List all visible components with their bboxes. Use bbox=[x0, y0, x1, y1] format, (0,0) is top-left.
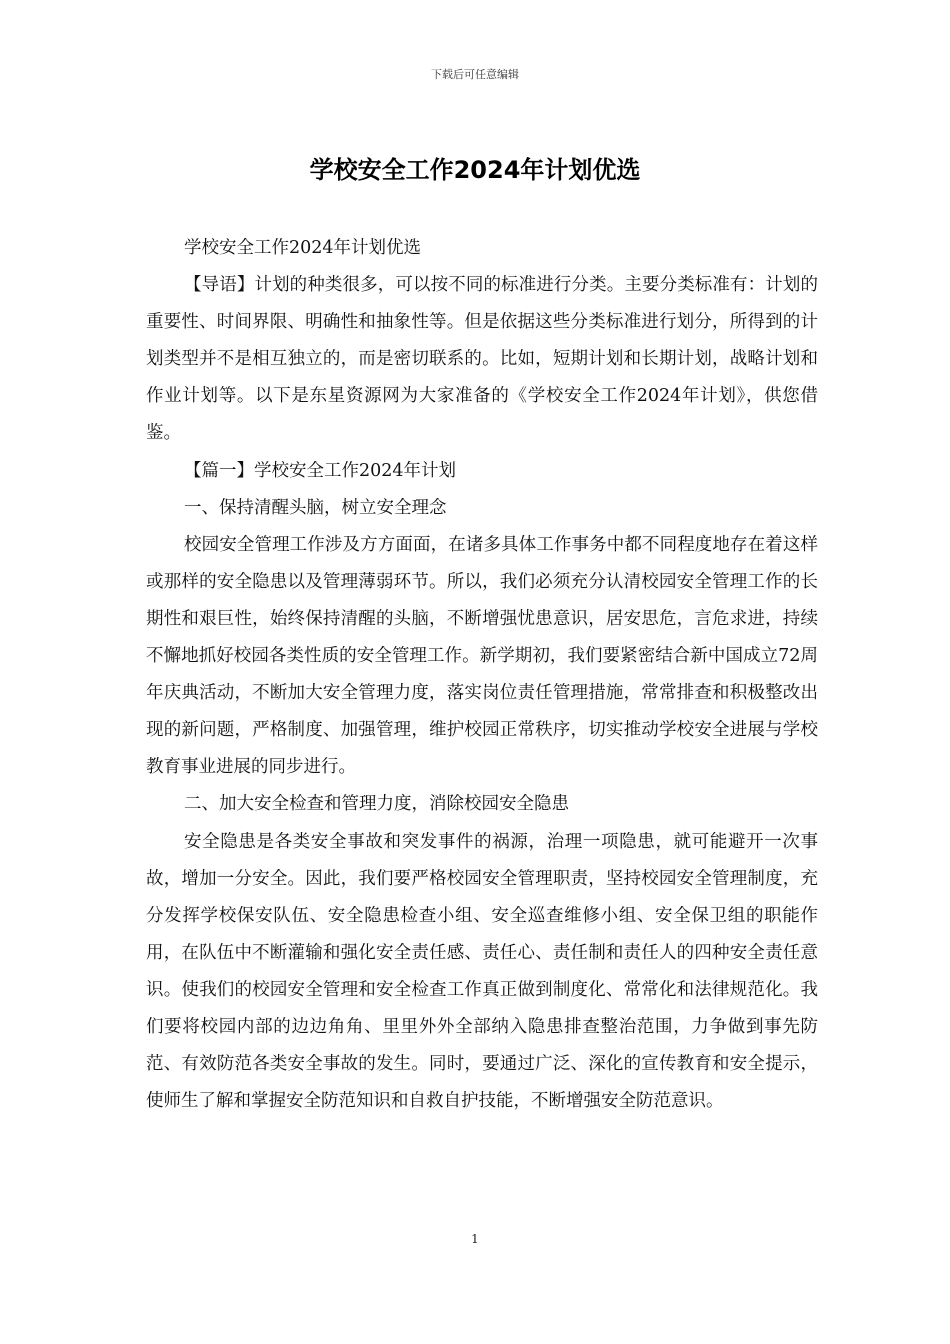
body-paragraph-two: 安全隐患是各类安全事故和突发事件的祸源，治理一项隐患，就可能避开一次事故，增加一分安全。因此，我们要严格校园安全管理职责，坚持校园安全管理制度，充分发挥学校保安队伍、安全隐患检查小组、安全巡查维修小组、安全保卫组的职能作用，在队伍中不断灌输和强化安全责任感、责任心、责任制和责任人的四种安全责任意识。使我们的校园安全管理和安全检查工作真正做到制度化、常常化和法律规范化。我们要将校园内部的边边角角、里里外外全部纳入隐患排查整治范围，力争做到事先防范、有效防范各类安全事故的发生。同时，要通过广泛、深化的宣传教育和安全提示，使师生了解和掌握安全防范知识和自救自护技能，不断增强安全防范意识。 bbox=[146, 831, 818, 1112]
document-title: 学校安全工作2024年计划优选 bbox=[309, 156, 641, 184]
subheading-two: 二、加大安全检查和管理力度，消除校园安全隐患 bbox=[184, 794, 569, 815]
document-body bbox=[146, 230, 818, 1120]
page-number: 1 bbox=[471, 1232, 479, 1246]
section-heading-part-one: 【篇一】学校安全工作2024年计划 bbox=[184, 460, 457, 481]
header-note: 下载后可任意编辑 bbox=[431, 68, 519, 81]
subheading-one: 一、保持清醒头脑，树立安全理念 bbox=[184, 497, 447, 518]
intro-paragraph: 【导语】计划的种类很多，可以按不同的标准进行分类。主要分类标准有：计划的重要性、时间界限、明确性和抽象性等。但是依据这些分类标准进行划分，所得到的计划类型并不是相互独立的，而是密切联系的。比如，短期计划和长期计划，战略计划和作业计划等。以下是东星资源网为大家准备的《学校安全工作2024年计划》，供您借鉴。 bbox=[146, 275, 818, 444]
subtitle-paragraph: 学校安全工作2024年计划优选 bbox=[184, 238, 422, 258]
body-paragraph-one: 校园安全管理工作涉及方方面面，在诸多具体工作事务中都不同程度地存在着这样或那样的安全隐患以及管理薄弱环节。所以，我们必须充分认清校园安全管理工作的长期性和艰巨性，始终保持清醒的头脑，不断增强忧患意识，居安思危，言危求进，持续不懈地抓好校园各类性质的安全管理工作。新学期初，我们要紧密结合新中国成立72周年庆典活动，不断加大安全管理力度，落实岗位责任管理措施，常常排查和积极整改出现的新问题，严格制度、加强管理，维护校园正常秩序，切实推动学校安全进展与学校教育事业进展的同步进行。 bbox=[146, 534, 818, 778]
